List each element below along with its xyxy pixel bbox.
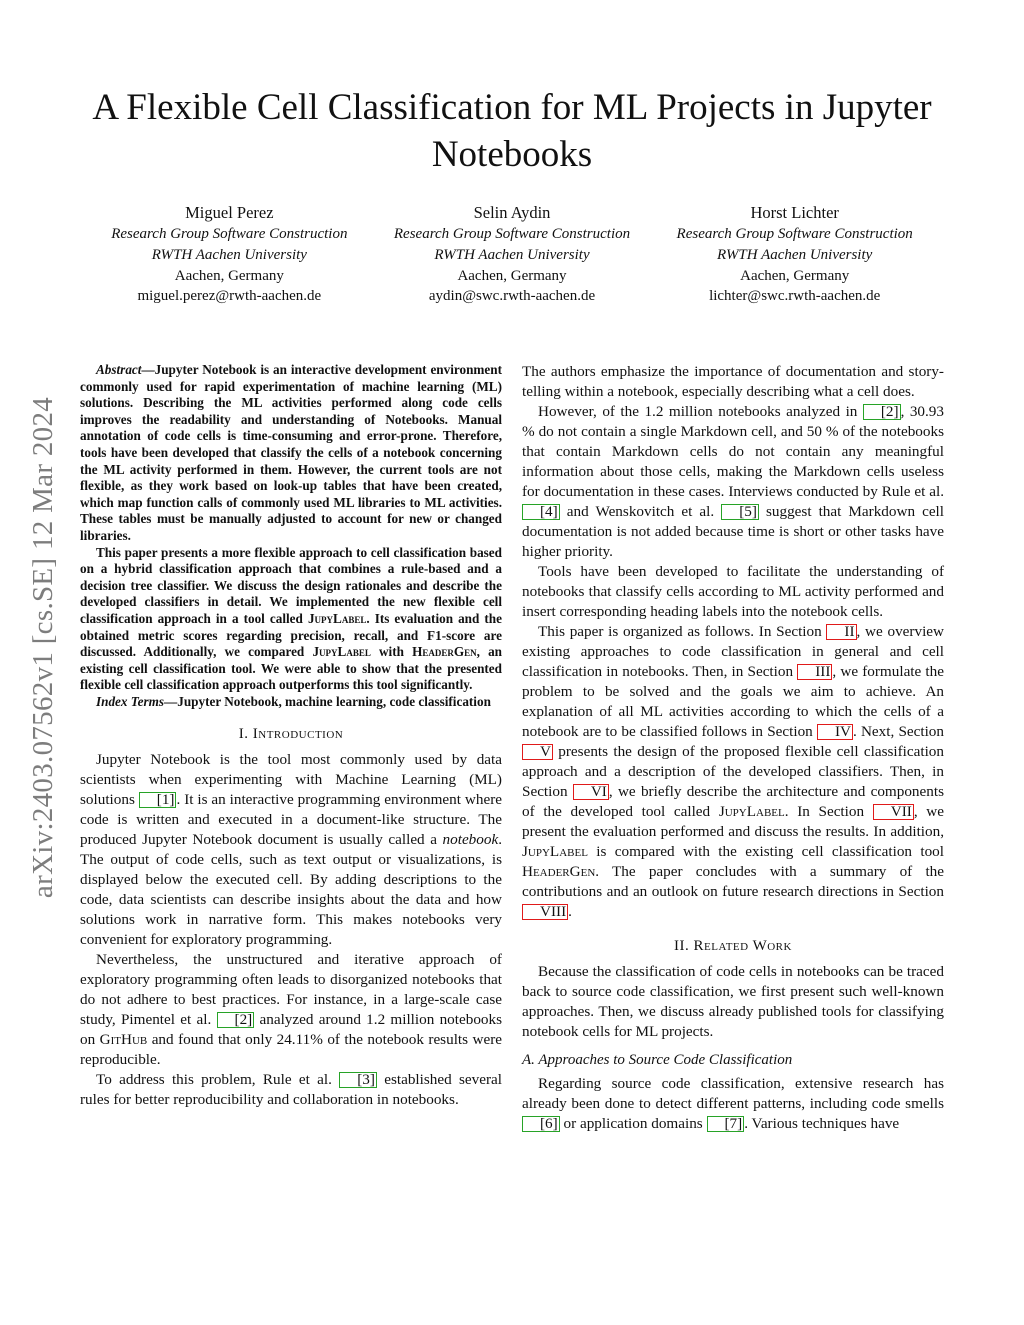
author-location: Aachen, Germany [174, 267, 284, 284]
author-3 [653, 202, 936, 307]
citation-link[interactable]: [5] [721, 504, 759, 520]
arxiv-identifier [14, 352, 74, 942]
paragraph: Nevertheless, the unstructured and iterative approach of exploratory programming often leads to disorganized notebooks that do not adhere to best practices. For instance, in a large-scale case study, Pimentel et al. [2] analyzed around 1.2 million notebooks on GitHub and found that only 24.11% of the notebook results were reproducible. [80, 951, 503, 1069]
author-group: Research Group Software Construction [393, 226, 631, 242]
section-heading: II. Related Work [674, 938, 792, 954]
author-group: Research Group Software Construction [111, 226, 348, 242]
paragraph: Because the classification of code cells in notebooks can be traced back to source code classification, we first present such well-known approaches. Then, we discuss already published tools for classifying notebook cells for ML projects. [522, 963, 944, 1040]
tool-name: JupyLabel [522, 843, 588, 860]
paragraph: Jupyter Notebook is the tool most commonly used by data scientists when experimenting with Machine Learning (ML) solutions [1] . It is an interactive programming environment where code is written and executed in a document-like structure. The produced Jupyter Notebook document is usually called a notebook. The output of code cells, such as text output or visualizations, is displayed below the executed cell. By adding descriptions to the code, data scientists can describe insights about the data and how solutions work in narrative form. This makes notebooks very convenient for exploratory programming. [80, 751, 502, 949]
author-email: miguel.perez@rwth-aachen.de [137, 288, 322, 305]
section-link[interactable]: VIII [522, 904, 568, 920]
right-column [522, 362, 944, 1134]
tool-name: JupyLabel [312, 644, 371, 660]
author-location: Aachen, Germany [457, 267, 567, 284]
arxiv-identifier-text: arXiv:2403.07562v1 [cs.SE] 12 Mar 2024 [27, 396, 60, 898]
introduction-continued [522, 362, 944, 922]
section-link[interactable]: VII [873, 804, 914, 820]
author-university: RWTH Aachen University [717, 246, 873, 263]
abstract-paragraph-2: This paper presents a more flexible approach to cell classification based on a hybrid classification approach that combines a rule-based and a decision tree classifier. We discuss the design rationales and describe the developed classifiers in detail. We implemented the new flexible cell classification approach in a tool called JupyLabel. Its evaluation and the obtained metric scores regarding precision, recall, and F1-score are discussed. Additionally, we compared JupyLabel with HeaderGen, an existing cell classification tool. We were able to show that the presented flexible cell classification approach outperforms this tool significantly. [80, 544, 502, 693]
abstract [80, 362, 502, 710]
author-email: lichter@swc.rwth-aachen.de [709, 288, 881, 305]
author-1 [88, 202, 371, 307]
left-column [80, 362, 502, 1110]
author-2 [371, 202, 654, 307]
section-link[interactable]: V [522, 744, 553, 760]
paper-title: A Flexible Cell Classification for ML Projects in Jupyter Notebooks [92, 87, 932, 175]
citation-link[interactable]: [2] [217, 1012, 255, 1028]
paragraph: To address this problem, Rule et al. [3] established several rules for better reproducibility and collaboration in notebooks. [80, 1071, 502, 1109]
author-block [88, 202, 936, 307]
abstract-label: Abstract [96, 362, 142, 377]
author-name: Selin Aydin [473, 203, 551, 222]
paragraph: However, of the 1.2 million notebooks analyzed in [2] , 30.93 % do not contain a single Markdown cell, and 50 % of the notebooks that contain Markdown cells do not contain any meaningful information about those cells, making the Markdown cells useless for documentation in these cases. Interviews conducted by Rule et al. [4] and Wenskovitch et al. [5] suggest that Markdown cell documentation is not added because time is short or other tasks have higher priority. [522, 403, 945, 560]
section-heading: I. Introduction [238, 726, 344, 743]
citation-link[interactable]: [2] [863, 404, 901, 420]
paragraph: Regarding source code classification, extensive research has already been done to detect different patterns, including code smells [6] or application domains [7] . Various techniques have [522, 1075, 944, 1132]
index-terms: Index Terms—Jupyter Notebook, machine learning, code classification [96, 693, 491, 709]
citation-link[interactable]: [3] [339, 1072, 377, 1088]
paragraph: This paper is organized as follows. In Section II , we overview existing approaches to code classification in general and cell classification in notebooks. Then, in Section III , we formulate the problem to be solved and the goals we aim to achieve. An explanation of all ML activities according to which the cells of a notebook are to be classified follows in Section IV . Next, Section V presents the design of the proposed flexible cell classification approach and a description of the developed classifiers. Then, in Section VI , we briefly describe the architecture and components of the developed tool called JupyLabel. In Section VII , we present the evaluation performed and discuss the results. In addition, JupyLabel is compared with the existing cell classification tool HeaderGen. The paper concludes with a summary of the contributions and an outlook on future research directions in Section VIII . [522, 623, 944, 920]
tool-name: HeaderGen [522, 863, 596, 880]
author-group: Research Group Software Construction [676, 226, 913, 242]
author-university: RWTH Aachen University [151, 246, 307, 263]
section-link[interactable]: IV [817, 724, 853, 740]
paragraph: Tools have been developed to facilitate the understanding of notebooks that classify cells according to ML activity performed and insert corresponding heading labels into the notebook cells. [522, 563, 944, 620]
author-name: Horst Lichter [750, 203, 839, 222]
tool-name: JupyLabel [718, 803, 785, 820]
tool-name: JupyLabel [307, 610, 367, 626]
paragraph: The authors emphasize the importance of documentation and story-telling within a notebook, especially describing what a cell does. [522, 363, 944, 400]
author-email: aydin@swc.rwth-aachen.de [428, 288, 596, 305]
index-terms-label: Index Terms [96, 693, 165, 709]
abstract-paragraph-1: Abstract—Jupyter Notebook is an interactive development environment commonly used for rapid experimentation of machine learning (ML) solutions. Describing the ML activities performed along code cells improves the readability and understanding of Notebooks. Manual annotation of code cells is time-consuming and error-prone. Therefore, tools have been developed that classify the cells of a notebook concerning the ML activity performed in them. However, the current tools are not flexible, as they work based on look-up tables that have been created, which map function calls of commonly used ML libraries to ML activities. These tables must be manually adjusted to account for new or changed libraries. [80, 362, 502, 543]
citation-link[interactable]: [4] [522, 504, 560, 520]
citation-link[interactable]: [1] [139, 792, 177, 808]
citation-link[interactable]: [7] [707, 1116, 745, 1132]
section-link[interactable]: II [826, 624, 856, 640]
subsection-heading: A. Approaches to Source Code Classification [522, 1052, 793, 1068]
author-name: Miguel Perez [185, 203, 274, 222]
related-work-section [522, 936, 944, 1134]
section-link[interactable]: VI [573, 784, 609, 800]
author-university: RWTH Aachen University [434, 246, 590, 263]
section-link[interactable]: III [797, 664, 832, 680]
tool-name: HeaderGen [412, 644, 477, 660]
introduction-section [80, 724, 502, 1110]
citation-link[interactable]: [6] [522, 1116, 560, 1132]
author-location: Aachen, Germany [740, 267, 850, 284]
